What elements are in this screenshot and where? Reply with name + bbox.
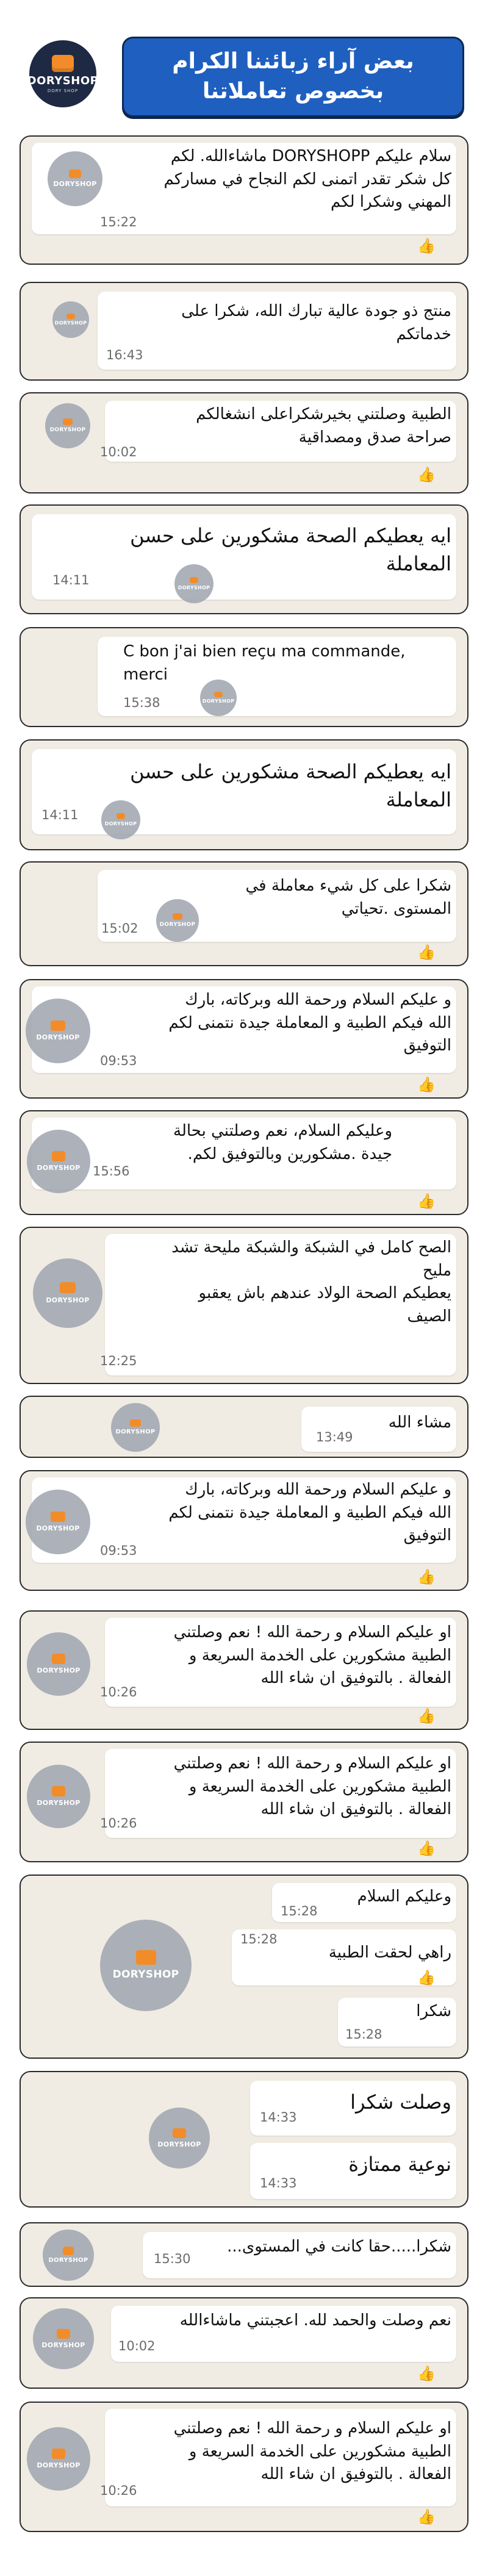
- message-time: 14:11: [52, 573, 90, 587]
- message-text: شكرا: [416, 2002, 451, 2020]
- review-card: [20, 627, 468, 727]
- review-card: [20, 504, 468, 614]
- thumbs-up-icon: 👍: [417, 1840, 436, 1857]
- message-time: 09:53: [100, 1543, 137, 1558]
- message-time: 10:02: [100, 445, 137, 459]
- review-card: [20, 2222, 468, 2287]
- message-text: او عليكم السلام و رحمة الله ! نعم وصلتني الطبية مشكورين على الخدمة السريعة و الفعالة . بالتوفيق ان شاء الله: [173, 2419, 451, 2484]
- message-time: 15:38: [123, 695, 160, 710]
- message-time: 15:56: [93, 1164, 130, 1179]
- message-time: 15:02: [101, 921, 138, 936]
- watermark-logo: DORYSHOP: [27, 1632, 90, 1696]
- thumbs-up-icon: 👍: [417, 1707, 436, 1724]
- review-card: [20, 1875, 468, 2059]
- message-time: 14:11: [41, 808, 79, 822]
- message-time: 14:33: [260, 2110, 297, 2125]
- message-text: سلام عليكم DORYSHOPP ماشاءالله. لكم كل شكر تقدر اتمنى لكم النجاح في مساركم المهني وشكرا لكم: [163, 147, 451, 212]
- watermark-logo: DORYSHOP: [45, 403, 90, 448]
- message-text: وصلت شكرا: [350, 2090, 451, 2114]
- thumbs-up-icon: 👍: [417, 2365, 436, 2382]
- watermark-logo: DORYSHOP: [33, 2308, 94, 2369]
- watermark-logo: DORYSHOP: [101, 800, 140, 839]
- message-text: او عليكم السلام و رحمة الله ! نعم وصلتني الطبية مشكورين على الخدمة السريعة و الفعالة . بالتوفيق ان شاء الله: [173, 1623, 451, 1688]
- thumbs-up-icon: 👍: [417, 1568, 436, 1585]
- watermark-logo: DORYSHOP: [26, 1490, 90, 1554]
- message-text: نوعية ممتازة: [348, 2153, 451, 2176]
- watermark-logo: DORYSHOP: [100, 1920, 192, 2011]
- logo-mark-icon: [52, 55, 74, 72]
- header: [0, 0, 488, 122]
- review-card: [20, 392, 468, 493]
- thumbs-up-icon: 👍: [417, 944, 436, 961]
- watermark-logo: DORYSHOP: [43, 2230, 94, 2281]
- review-card: [20, 861, 468, 966]
- thumbs-up-icon: 👍: [417, 1076, 436, 1093]
- review-card: [20, 135, 468, 265]
- message-text: او عليكم السلام و رحمة الله ! نعم وصلتني الطبية مشكورين على الخدمة السريعة و الفعالة . بالتوفيق ان شاء الله: [173, 1754, 451, 1819]
- watermark-logo: DORYSHOP: [27, 1130, 90, 1193]
- watermark-logo: DORYSHOP: [149, 2108, 210, 2169]
- message-text: و عليكم السلام ورحمة الله وبركاته، بارك الله فيكم الطبية و المعاملة جيدة نتمنى لكم التوفيق: [168, 991, 451, 1055]
- review-card: [20, 979, 468, 1099]
- review-card: [20, 2297, 468, 2389]
- message-time: 10:02: [118, 2339, 156, 2353]
- message-time: 14:33: [260, 2176, 297, 2190]
- message-text: شكرا.....حقا كانت في المستوى...: [227, 2237, 451, 2256]
- watermark-logo: DORYSHOP: [52, 301, 89, 338]
- review-card: [20, 1396, 468, 1458]
- message-time: 09:53: [100, 1053, 137, 1068]
- watermark-logo: DORYSHOP: [48, 151, 102, 206]
- message-text: ايه يعطيكم الصحة مشكورين على حسن المعاملة: [130, 760, 451, 812]
- message-text: ايه يعطيكم الصحة مشكورين على حسن المعاملة: [130, 524, 451, 576]
- page-title-line-1: بعض آراء زبائننا الكرام: [172, 49, 414, 74]
- watermark-logo: DORYSHOP: [200, 680, 237, 716]
- message-time: 16:43: [106, 348, 143, 362]
- watermark-logo: DORYSHOP: [111, 1403, 160, 1452]
- page-title: [122, 37, 464, 117]
- message-text: وعليكم السلام: [357, 1887, 451, 1906]
- thumbs-up-icon: 👍: [417, 466, 436, 483]
- message-text: منتج ذو جودة عالية تبارك الله، شكرا على خدماتكم: [181, 302, 451, 343]
- message-time: 15:28: [240, 1932, 278, 1946]
- message-time: 15:28: [281, 1904, 318, 1918]
- watermark-logo: DORYSHOP: [174, 564, 214, 603]
- message-time: 15:30: [154, 2251, 191, 2266]
- message-time: 10:26: [100, 1685, 137, 1699]
- logo-tagline: DORY SHOP: [47, 88, 79, 93]
- message-text: وعليكم السلام، نعم وصلتني بحالة جيدة .مشكورين وبالتوفيق لكم.: [173, 1122, 393, 1163]
- logo-name: DORYSHOP: [27, 74, 99, 87]
- doryshop-logo: [27, 40, 99, 107]
- thumbs-up-icon: 👍: [417, 237, 436, 254]
- message-time: 12:25: [100, 1354, 137, 1368]
- watermark-logo: DORYSHOP: [156, 899, 199, 942]
- message-text: مشاء الله: [388, 1413, 451, 1432]
- thumbs-up-icon: 👍: [417, 2508, 436, 2525]
- watermark-logo: DORYSHOP: [26, 999, 90, 1063]
- message-time: 10:26: [100, 2483, 137, 2498]
- message-text: C bon j'ai bien reçu ma commande, merci: [123, 642, 406, 684]
- thumbs-up-icon: 👍: [417, 1193, 436, 1210]
- message-text: شكرا على كل شيء معاملة في المستوى .تحياتي: [245, 877, 451, 918]
- thumbs-up-icon: 👍: [417, 1969, 436, 1986]
- review-card: [20, 282, 468, 381]
- watermark-logo: DORYSHOP: [27, 1765, 90, 1828]
- review-card: [20, 2071, 468, 2208]
- review-card: [20, 1227, 468, 1384]
- message-text: الطبية وصلتني بخيرشكراعلى انشغالكم صراحة صدق ومصداقية: [196, 405, 451, 447]
- message-time: 10:26: [100, 1816, 137, 1831]
- review-card: [20, 1742, 468, 1862]
- message-text: نعم وصلت والحمد لله. اعجبتني ماشاءالله: [179, 2311, 451, 2330]
- review-card: [20, 1610, 468, 1730]
- watermark-logo: DORYSHOP: [33, 1258, 102, 1328]
- message-text: راهي لحقت الطبية: [328, 1943, 451, 1962]
- watermark-logo: DORYSHOP: [27, 2427, 90, 2491]
- review-card: [20, 739, 468, 850]
- message-text: الصح كامل في الشبكة والشبكة مليحة تشد مليح يعطيكم الصحة الولاد عندهم باش يعقبو الصيف: [171, 1238, 451, 1326]
- page-title-line-2: بخصوص تعاملاتنا: [202, 79, 384, 104]
- review-card: [20, 1110, 468, 1215]
- review-card: [20, 1470, 468, 1591]
- message-text: و عليكم السلام ورحمة الله وبركاته، بارك الله فيكم الطبية و المعاملة جيدة نتمنى لكم التوفيق: [168, 1480, 451, 1545]
- review-card: [20, 2402, 468, 2532]
- message-time: 15:28: [345, 2027, 382, 2042]
- message-time: 15:22: [100, 215, 137, 229]
- message-time: 13:49: [316, 1430, 353, 1444]
